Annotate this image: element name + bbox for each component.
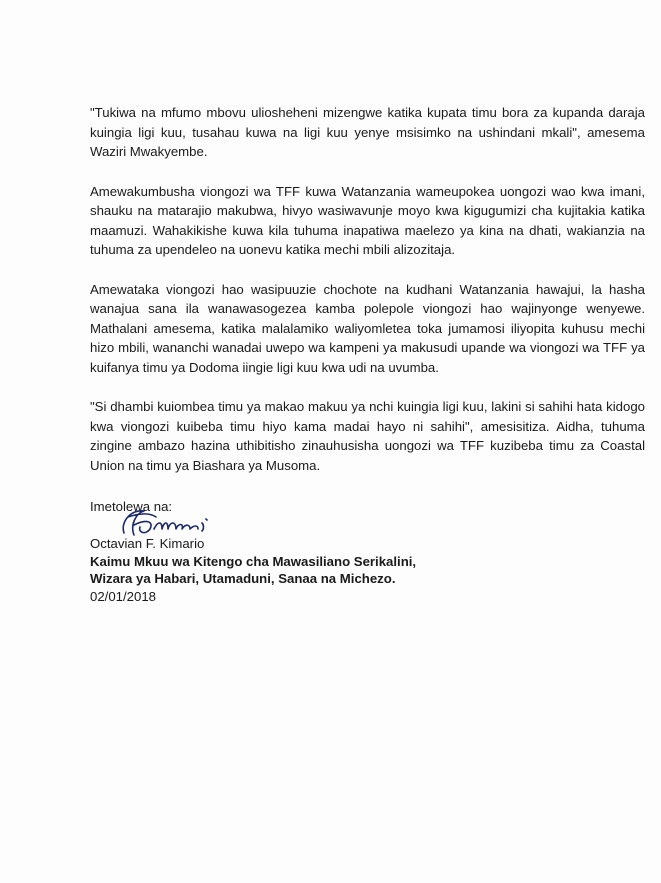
signature-block [90,535,416,605]
paragraph-warning-leaders: Amewataka viongozi hao wasipuuzie chochote na kudhani Watanzania hawajui, la hasha wanajua sana ila wanawasogezea kamba polepole viongozi hao wajinyonge wenyewe. Mathalani amesema, katika malalamiko waliyomletea toka jumamosi iliyopita kuhusu mechi hizo mbili, wananchi wanadai uwepo wa kampeni ya makusudi upande wa viongozi wa TFF ya kuifanya timu ya Dodoma iingie ligi kuu kwa udi na uvumba. [90,281,645,375]
paragraph-quote-dodoma: "Si dhambi kuiombea timu ya makao makuu ya nchi kuingia ligi kuu, lakini si sahihi hata kidogo kwa viongozi kuibeba timu hiyo kama madai hayo ni sahihi", amesisitiza. Aidha, tuhuma zingine ambazo hazina uthibitisho zinauhusisha uongozi wa TFF kuzibeba timu za Coastal Union na timu ya Biashara ya Musoma. [90,399,645,473]
document-body [90,103,645,517]
signatory-title: Kaimu Mkuu wa Kitengo cha Mawasiliano Serikalini, [90,553,417,569]
document-date: 02/01/2018 [90,588,157,604]
ministry-name: Wizara ya Habari, Utamaduni, Sanaa na Michezo. [90,571,396,586]
issued-by-label: Imetolewa na: [90,499,173,514]
paragraph-quote-mwakyembe: "Tukiwa na mfumo mbovu uliosheheni mizengwe katika kupata timu bora za kupanda daraja kuingia ligi kuu, tusahau kuwa na ligi kuu yenye msisimko na ushindani mkali", amesema Waziri Mwakyembe. [90,105,645,159]
signatory-name: Octavian F. Kimario [90,536,205,551]
paragraph-reminder-tff: Amewakumbusha viongozi wa TFF kuwa Watanzania wameupokea uongozi wao kwa imani, shauku na matarajio makubwa, hivyo wasiwavunje moyo kwa kigugumizi cha kujitakia katika maamuzi. Wahakikishe kuwa kila tuhuma inapatiwa maelezo ya kina na dhati, wakianzia na tuhuma za upendeleo na uonevu katika mechi mbili alizozitaja. [90,183,645,257]
